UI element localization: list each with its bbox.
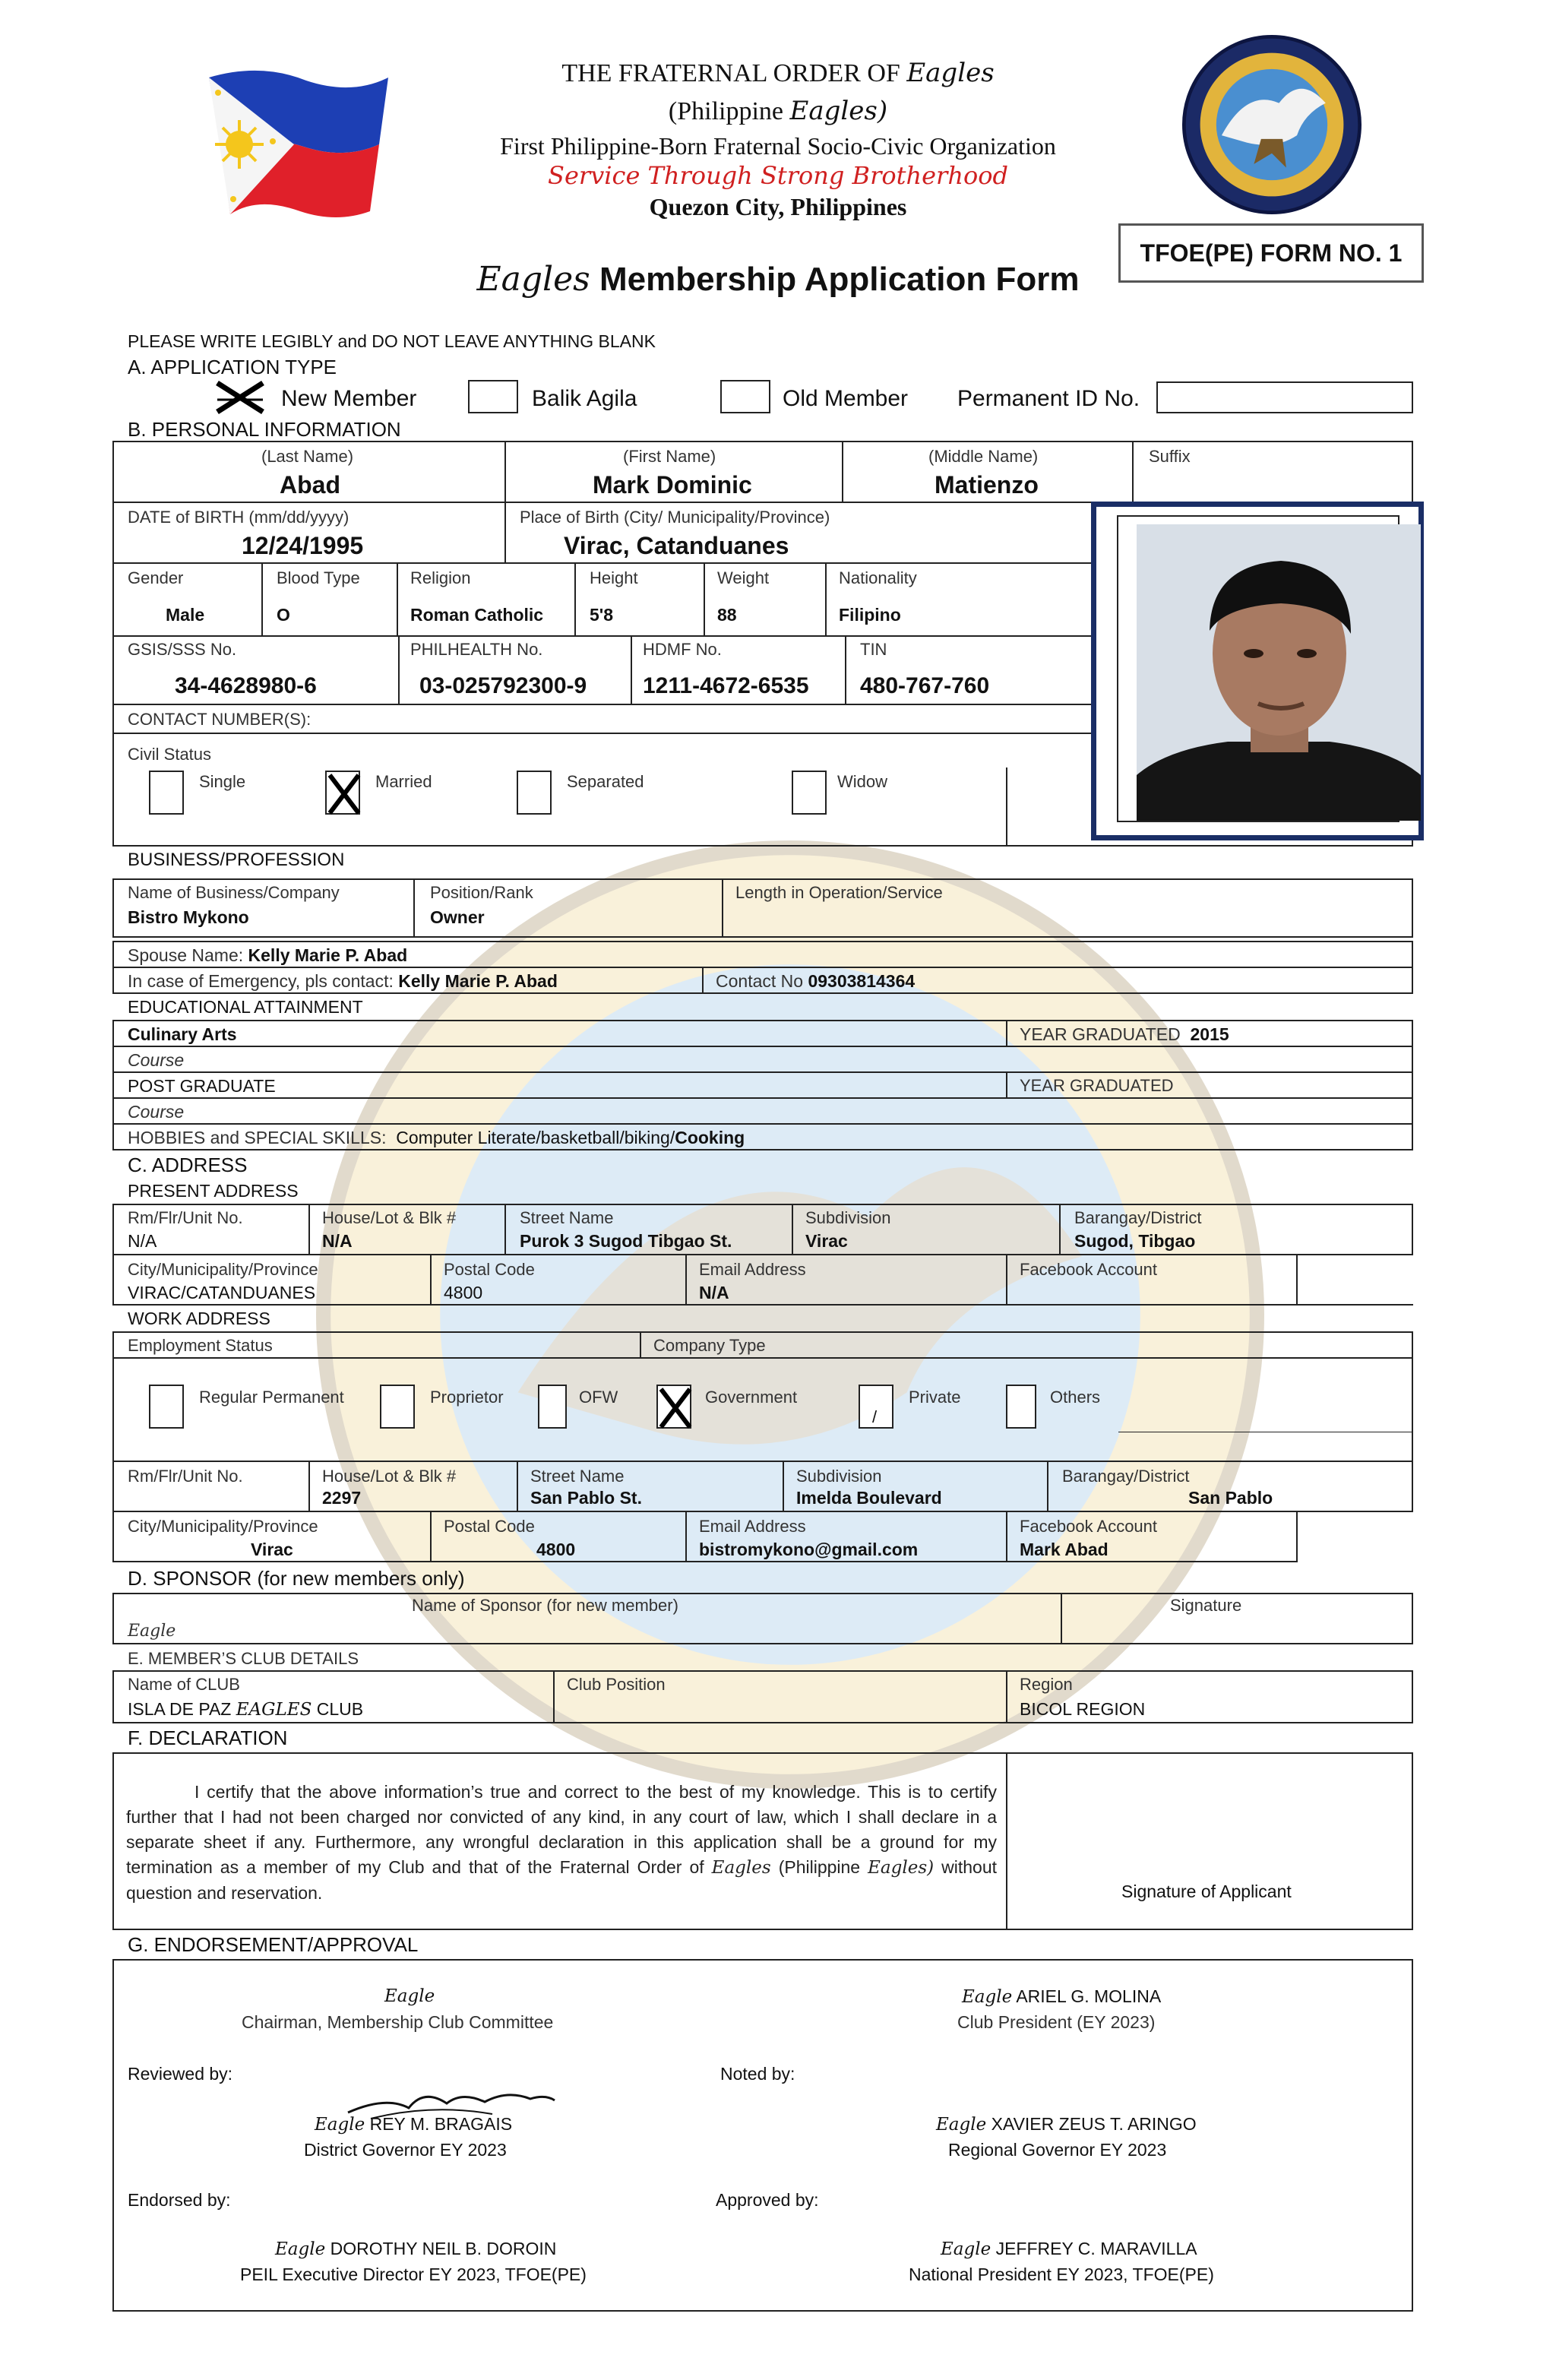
work-postal-label: Postal Code	[444, 1517, 535, 1536]
married-checkbox[interactable]	[325, 771, 360, 815]
weight-label: Weight	[717, 568, 770, 587]
chairman-eagle: Eagle	[384, 1986, 435, 2006]
present-address-frame-1	[112, 1204, 1413, 1255]
subdivision-value[interactable]: Virac	[805, 1231, 848, 1251]
pob-value[interactable]: Virac, Catanduanes	[564, 532, 789, 559]
regular-permanent-checkbox[interactable]	[149, 1385, 184, 1429]
reviewed-by-label: Reviewed by:	[128, 2064, 233, 2084]
religion-label: Religion	[410, 568, 471, 587]
degree-value[interactable]: Culinary Arts	[128, 1024, 237, 1044]
work-email-value[interactable]: bistromykono@gmail.com	[699, 1540, 919, 1559]
email-value[interactable]: N/A	[699, 1283, 729, 1302]
district-governor: Eagle REY M. BRAGAIS	[315, 2114, 513, 2135]
district-governor-title: District Governor EY 2023	[304, 2140, 507, 2160]
sponsor-name-label: Name of Sponsor (for new member)	[412, 1596, 678, 1615]
middle-name-value[interactable]: Matienzo	[935, 471, 1039, 498]
instructions: PLEASE WRITE LEGIBLY and DO NOT LEAVE ANYTHING BLANK	[128, 331, 656, 351]
sponsor-eagle-prefix: Eagle	[128, 1622, 176, 1641]
street-label: Street Name	[520, 1208, 614, 1227]
barangay-label: Barangay/District	[1074, 1208, 1202, 1227]
company-value[interactable]: Bistro Mykono	[128, 907, 249, 927]
present-address-heading: PRESENT ADDRESS	[128, 1181, 299, 1201]
org-name-line2: (Philippine Eagles)	[668, 96, 888, 126]
facebook-label: Facebook Account	[1020, 1260, 1158, 1279]
civil-status-label: Civil Status	[128, 745, 212, 764]
old-member-checkbox[interactable]	[720, 380, 770, 413]
declaration-text: I certify that the above information’s true and correct to the best of my knowledge. This is to certify further that I had not been charged nor convicted of any kind, in any court of law, which I shall declare in a separate sheet if any. Furthermore, any wrongful declaration in this application shall be a ground for my termination as a member of my Club and that of the Fraternal Order of Eagles (Philippine Eagles) without question and reservation.	[126, 1782, 998, 1903]
work-city-value[interactable]: Virac	[251, 1540, 293, 1559]
city-value[interactable]: VIRAC/CATANDUANES	[128, 1283, 316, 1302]
middle-name-label: (Middle Name)	[928, 447, 1039, 466]
section-d-heading: D. SPONSOR (for new members only)	[128, 1567, 465, 1590]
club-president: Eagle ARIEL G. MOLINA	[962, 1986, 1162, 2007]
weight-value[interactable]: 88	[717, 605, 737, 625]
section-a-heading: A. APPLICATION TYPE	[128, 356, 337, 378]
first-name-value[interactable]: Mark Dominic	[593, 471, 752, 498]
house-value[interactable]: N/A	[322, 1231, 353, 1251]
hdmf-value[interactable]: 1211-4672-6535	[643, 673, 809, 698]
height-value[interactable]: 5'8	[590, 605, 614, 625]
gsis-label: GSIS/SSS No.	[128, 640, 237, 659]
business-heading: BUSINESS/PROFESSION	[128, 850, 345, 870]
old-member-label: Old Member	[783, 386, 909, 411]
org-tagline: First Philippine-Born Fraternal Socio-Civic Organization	[500, 132, 1056, 160]
separated-checkbox[interactable]	[517, 771, 552, 815]
club-name-label: Name of CLUB	[128, 1675, 240, 1694]
hdmf-label: HDMF No.	[643, 640, 722, 659]
private-mark: /	[872, 1407, 878, 1426]
region-value[interactable]: BICOL REGION	[1020, 1699, 1146, 1719]
form-number-box: TFOE(PE) FORM NO. 1	[1118, 223, 1424, 283]
emergency-contact-row: Contact No 09303814364	[716, 971, 916, 991]
chairman-title: Chairman, Membership Club Committee	[242, 2012, 554, 2032]
balik-agila-label: Balik Agila	[532, 386, 637, 411]
others-checkbox[interactable]	[1006, 1385, 1036, 1429]
private-checkbox[interactable]	[859, 1385, 893, 1429]
section-e-heading: E. MEMBER’S CLUB DETAILS	[128, 1649, 359, 1668]
org-name-line1: THE FRATERNAL ORDER OF Eagles	[561, 58, 995, 88]
work-street-label: Street Name	[530, 1467, 625, 1486]
education-heading: EDUCATIONAL ATTAINMENT	[128, 997, 363, 1017]
postal-value[interactable]: 4800	[444, 1283, 483, 1302]
post-graduate-label: POST GRADUATE	[128, 1076, 276, 1096]
post-year-label: YEAR GRADUATED	[1020, 1076, 1174, 1095]
postal-label: Postal Code	[444, 1260, 535, 1279]
nationality-value[interactable]: Filipino	[839, 605, 901, 625]
club-position-label: Club Position	[567, 1675, 666, 1694]
emergency-row: In case of Emergency, pls contact: Kelly Marie P. Abad	[128, 971, 558, 991]
balik-agila-checkbox[interactable]	[468, 380, 518, 413]
work-barangay-value[interactable]: San Pablo	[1188, 1488, 1273, 1508]
widow-checkbox[interactable]	[792, 771, 827, 815]
last-name-value[interactable]: Abad	[280, 471, 340, 498]
government-checkbox[interactable]	[656, 1385, 691, 1429]
religion-value[interactable]: Roman Catholic	[410, 605, 544, 625]
philhealth-value[interactable]: 03-025792300-9	[419, 673, 587, 698]
rm-value[interactable]: N/A	[128, 1231, 157, 1251]
applicant-photo	[1137, 524, 1421, 821]
spouse-row: Spouse Name: Kelly Marie P. Abad	[128, 945, 408, 965]
org-motto: Service Through Strong Brotherhood	[548, 161, 1008, 190]
dob-label: DATE of BIRTH (mm/dd/yyyy)	[128, 508, 349, 527]
work-email-label: Email Address	[699, 1517, 806, 1536]
house-label: House/Lot & Blk #	[322, 1208, 457, 1227]
others-label: Others	[1050, 1388, 1101, 1407]
new-member-checkbox[interactable]	[214, 380, 266, 415]
regional-governor: Eagle XAVIER ZEUS T. ARINGO	[936, 2114, 1197, 2135]
work-facebook-value[interactable]: Mark Abad	[1020, 1540, 1108, 1559]
position-label: Position/Rank	[430, 883, 533, 902]
applicant-signature-label: Signature of Applicant	[1121, 1882, 1292, 1901]
gender-value[interactable]: Male	[166, 605, 205, 625]
tin-value[interactable]: 480-767-760	[860, 673, 990, 698]
philhealth-label: PHILHEALTH No.	[410, 640, 543, 659]
first-name-label: (First Name)	[623, 447, 716, 466]
subdivision-label: Subdivision	[805, 1208, 891, 1227]
blood-type-label: Blood Type	[277, 568, 360, 587]
suffix-label: Suffix	[1149, 447, 1191, 466]
contact-number-label: CONTACT NUMBER(S):	[128, 710, 312, 729]
private-label: Private	[909, 1388, 961, 1407]
barangay-value[interactable]: Sugod, Tibgao	[1074, 1231, 1196, 1251]
course2-label: Course	[128, 1102, 185, 1122]
region-label: Region	[1020, 1675, 1073, 1694]
work-house-label: House/Lot & Blk #	[322, 1467, 457, 1486]
tin-label: TIN	[860, 640, 887, 659]
government-label: Government	[705, 1388, 798, 1407]
work-barangay-label: Barangay/District	[1062, 1467, 1190, 1486]
noted-by-label: Noted by:	[720, 2064, 795, 2084]
employment-status-label: Employment Status	[128, 1336, 273, 1355]
form-title: Eagles Membership Application Form	[476, 260, 1080, 299]
hobbies-row: HOBBIES and SPECIAL SKILLS: Computer Literate/basketball/biking/Cooking	[128, 1128, 745, 1147]
national-president: Eagle JEFFREY C. MARAVILLA	[941, 2239, 1197, 2259]
widow-label: Widow	[837, 772, 888, 791]
nationality-label: Nationality	[839, 568, 917, 587]
year-graduated-row: YEAR GRADUATED 2015	[1020, 1024, 1229, 1044]
work-facebook-label: Facebook Account	[1020, 1517, 1158, 1536]
dob-value[interactable]: 12/24/1995	[242, 532, 364, 559]
work-rm-label: Rm/Flr/Unit No.	[128, 1467, 243, 1486]
executive-director-title: PEIL Executive Director EY 2023, TFOE(PE)	[240, 2264, 587, 2284]
proprietor-label: Proprietor	[430, 1388, 504, 1407]
club-president-title: Club President (EY 2023)	[957, 2012, 1156, 2032]
work-city-label: City/Municipality/Province	[128, 1517, 318, 1536]
work-postal-value[interactable]: 4800	[536, 1540, 576, 1559]
blood-type-value[interactable]: O	[277, 605, 290, 625]
single-label: Single	[199, 772, 246, 791]
single-checkbox[interactable]	[149, 771, 184, 815]
work-subdivision-value[interactable]: Imelda Boulevard	[796, 1488, 942, 1508]
new-member-label: New Member	[281, 386, 417, 411]
section-g-heading: G. ENDORSEMENT/APPROVAL	[128, 1933, 419, 1956]
gsis-value[interactable]: 34-4628980-6	[175, 673, 317, 698]
permanent-id-field[interactable]	[1156, 381, 1413, 413]
ofw-checkbox[interactable]	[538, 1385, 567, 1429]
company-type-label: Company Type	[653, 1336, 766, 1355]
course-label: Course	[128, 1050, 185, 1070]
married-label: Married	[375, 772, 432, 791]
work-subdivision-label: Subdivision	[796, 1467, 882, 1486]
city-label: City/Municipality/Province	[128, 1260, 318, 1279]
rm-label: Rm/Flr/Unit No.	[128, 1208, 243, 1227]
permanent-id-label: Permanent ID No.	[957, 386, 1140, 411]
last-name-label: (Last Name)	[261, 447, 354, 466]
street-value[interactable]: Purok 3 Sugod Tibgao St.	[520, 1231, 732, 1251]
regional-governor-title: Regional Governor EY 2023	[948, 2140, 1167, 2160]
length-label: Length in Operation/Service	[735, 883, 943, 902]
separated-label: Separated	[567, 772, 644, 791]
gender-label: Gender	[128, 568, 184, 587]
height-label: Height	[590, 568, 638, 587]
endorsed-by-label: Endorsed by:	[128, 2190, 231, 2210]
proprietor-checkbox[interactable]	[380, 1385, 415, 1429]
pob-label: Place of Birth (City/ Municipality/Province)	[520, 508, 830, 527]
section-b-heading: B. PERSONAL INFORMATION	[128, 418, 401, 441]
section-c-heading: C. ADDRESS	[128, 1154, 248, 1176]
work-house-value[interactable]: 2297	[322, 1488, 362, 1508]
national-president-title: National President EY 2023, TFOE(PE)	[909, 2264, 1214, 2284]
work-street-value[interactable]: San Pablo St.	[530, 1488, 642, 1508]
regular-permanent-label: Regular Permanent	[199, 1388, 344, 1407]
approved-by-label: Approved by:	[716, 2190, 819, 2210]
ofw-label: OFW	[579, 1388, 618, 1407]
position-value[interactable]: Owner	[430, 907, 485, 927]
sponsor-signature-label: Signature	[1170, 1596, 1242, 1615]
email-label: Email Address	[699, 1260, 806, 1279]
org-location: Quezon City, Philippines	[649, 193, 907, 220]
company-label: Name of Business/Company	[128, 883, 340, 902]
work-address-heading: WORK ADDRESS	[128, 1309, 270, 1328]
section-f-heading: F. DECLARATION	[128, 1726, 288, 1749]
club-name-value[interactable]: ISLA DE PAZ EAGLES CLUB	[128, 1699, 364, 1720]
executive-director: Eagle DOROTHY NEIL B. DOROIN	[275, 2239, 557, 2259]
